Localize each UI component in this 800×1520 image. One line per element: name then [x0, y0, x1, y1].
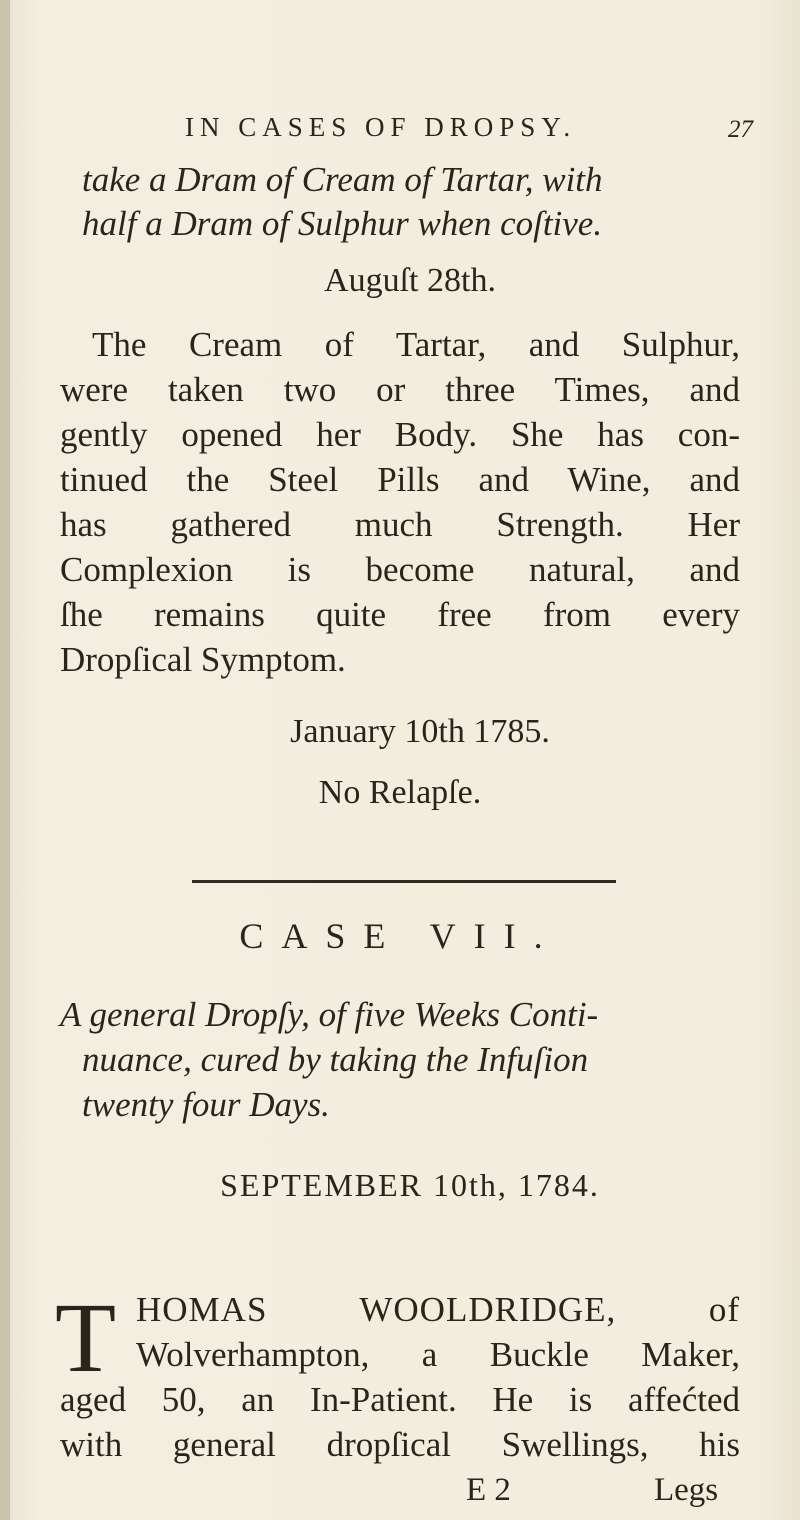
para1-line-7: ſhe remains quite free from every	[60, 595, 740, 634]
page-gutter	[0, 0, 10, 1520]
case-summary-line-3: twenty four Days.	[82, 1085, 330, 1124]
running-head: IN CASES OF DROPSY.	[185, 112, 577, 142]
para1-line-6: Complexion is become natural, and	[60, 550, 740, 589]
para2-line-3: aged 50, an In-Patient. He is affećted	[60, 1380, 740, 1419]
case-summary-line-2: nuance, cured by taking the Infuſion	[82, 1040, 589, 1079]
page-number: 27	[728, 116, 753, 143]
para1-line-1: The Cream of Tartar, and Sulphur,	[92, 325, 740, 364]
para1-line-2: were taken two or three Times, and	[60, 370, 740, 409]
case-heading: CASE VII.	[239, 916, 561, 956]
date-september: SEPTEMBER 10th, 1784.	[220, 1167, 600, 1203]
para1-line-5: has gathered much Strength. Her	[60, 505, 740, 544]
para2-line-4: with general dropſical Swellings, his	[60, 1425, 740, 1464]
para1-line-8: Dropſical Symptom.	[60, 640, 346, 679]
para2-line-1: HOMAS WOOLDRIDGE, of	[136, 1290, 740, 1329]
para1-line-4: tinued the Steel Pills and Wine, and	[60, 460, 740, 499]
drop-cap: T	[55, 1282, 117, 1393]
catchword: Legs	[654, 1472, 719, 1508]
intro-line-2: half a Dram of Sulphur when coſtive.	[82, 204, 603, 243]
para2-line-2: Wolverhampton, a Buckle Maker,	[136, 1335, 740, 1374]
case-summary-line-1: A general Dropſy, of five Weeks Conti-	[60, 995, 599, 1034]
relapse-note: No Relapſe.	[318, 774, 482, 811]
date-august: Auguſt 28th.	[324, 262, 496, 299]
signature-mark: E 2	[466, 1472, 511, 1508]
intro-line-1: take a Dram of Cream of Tartar, with	[82, 160, 603, 199]
date-january: January 10th 1785.	[290, 713, 550, 750]
section-rule	[192, 880, 616, 883]
para1-line-3: gently opened her Body. She has con-	[60, 415, 740, 454]
